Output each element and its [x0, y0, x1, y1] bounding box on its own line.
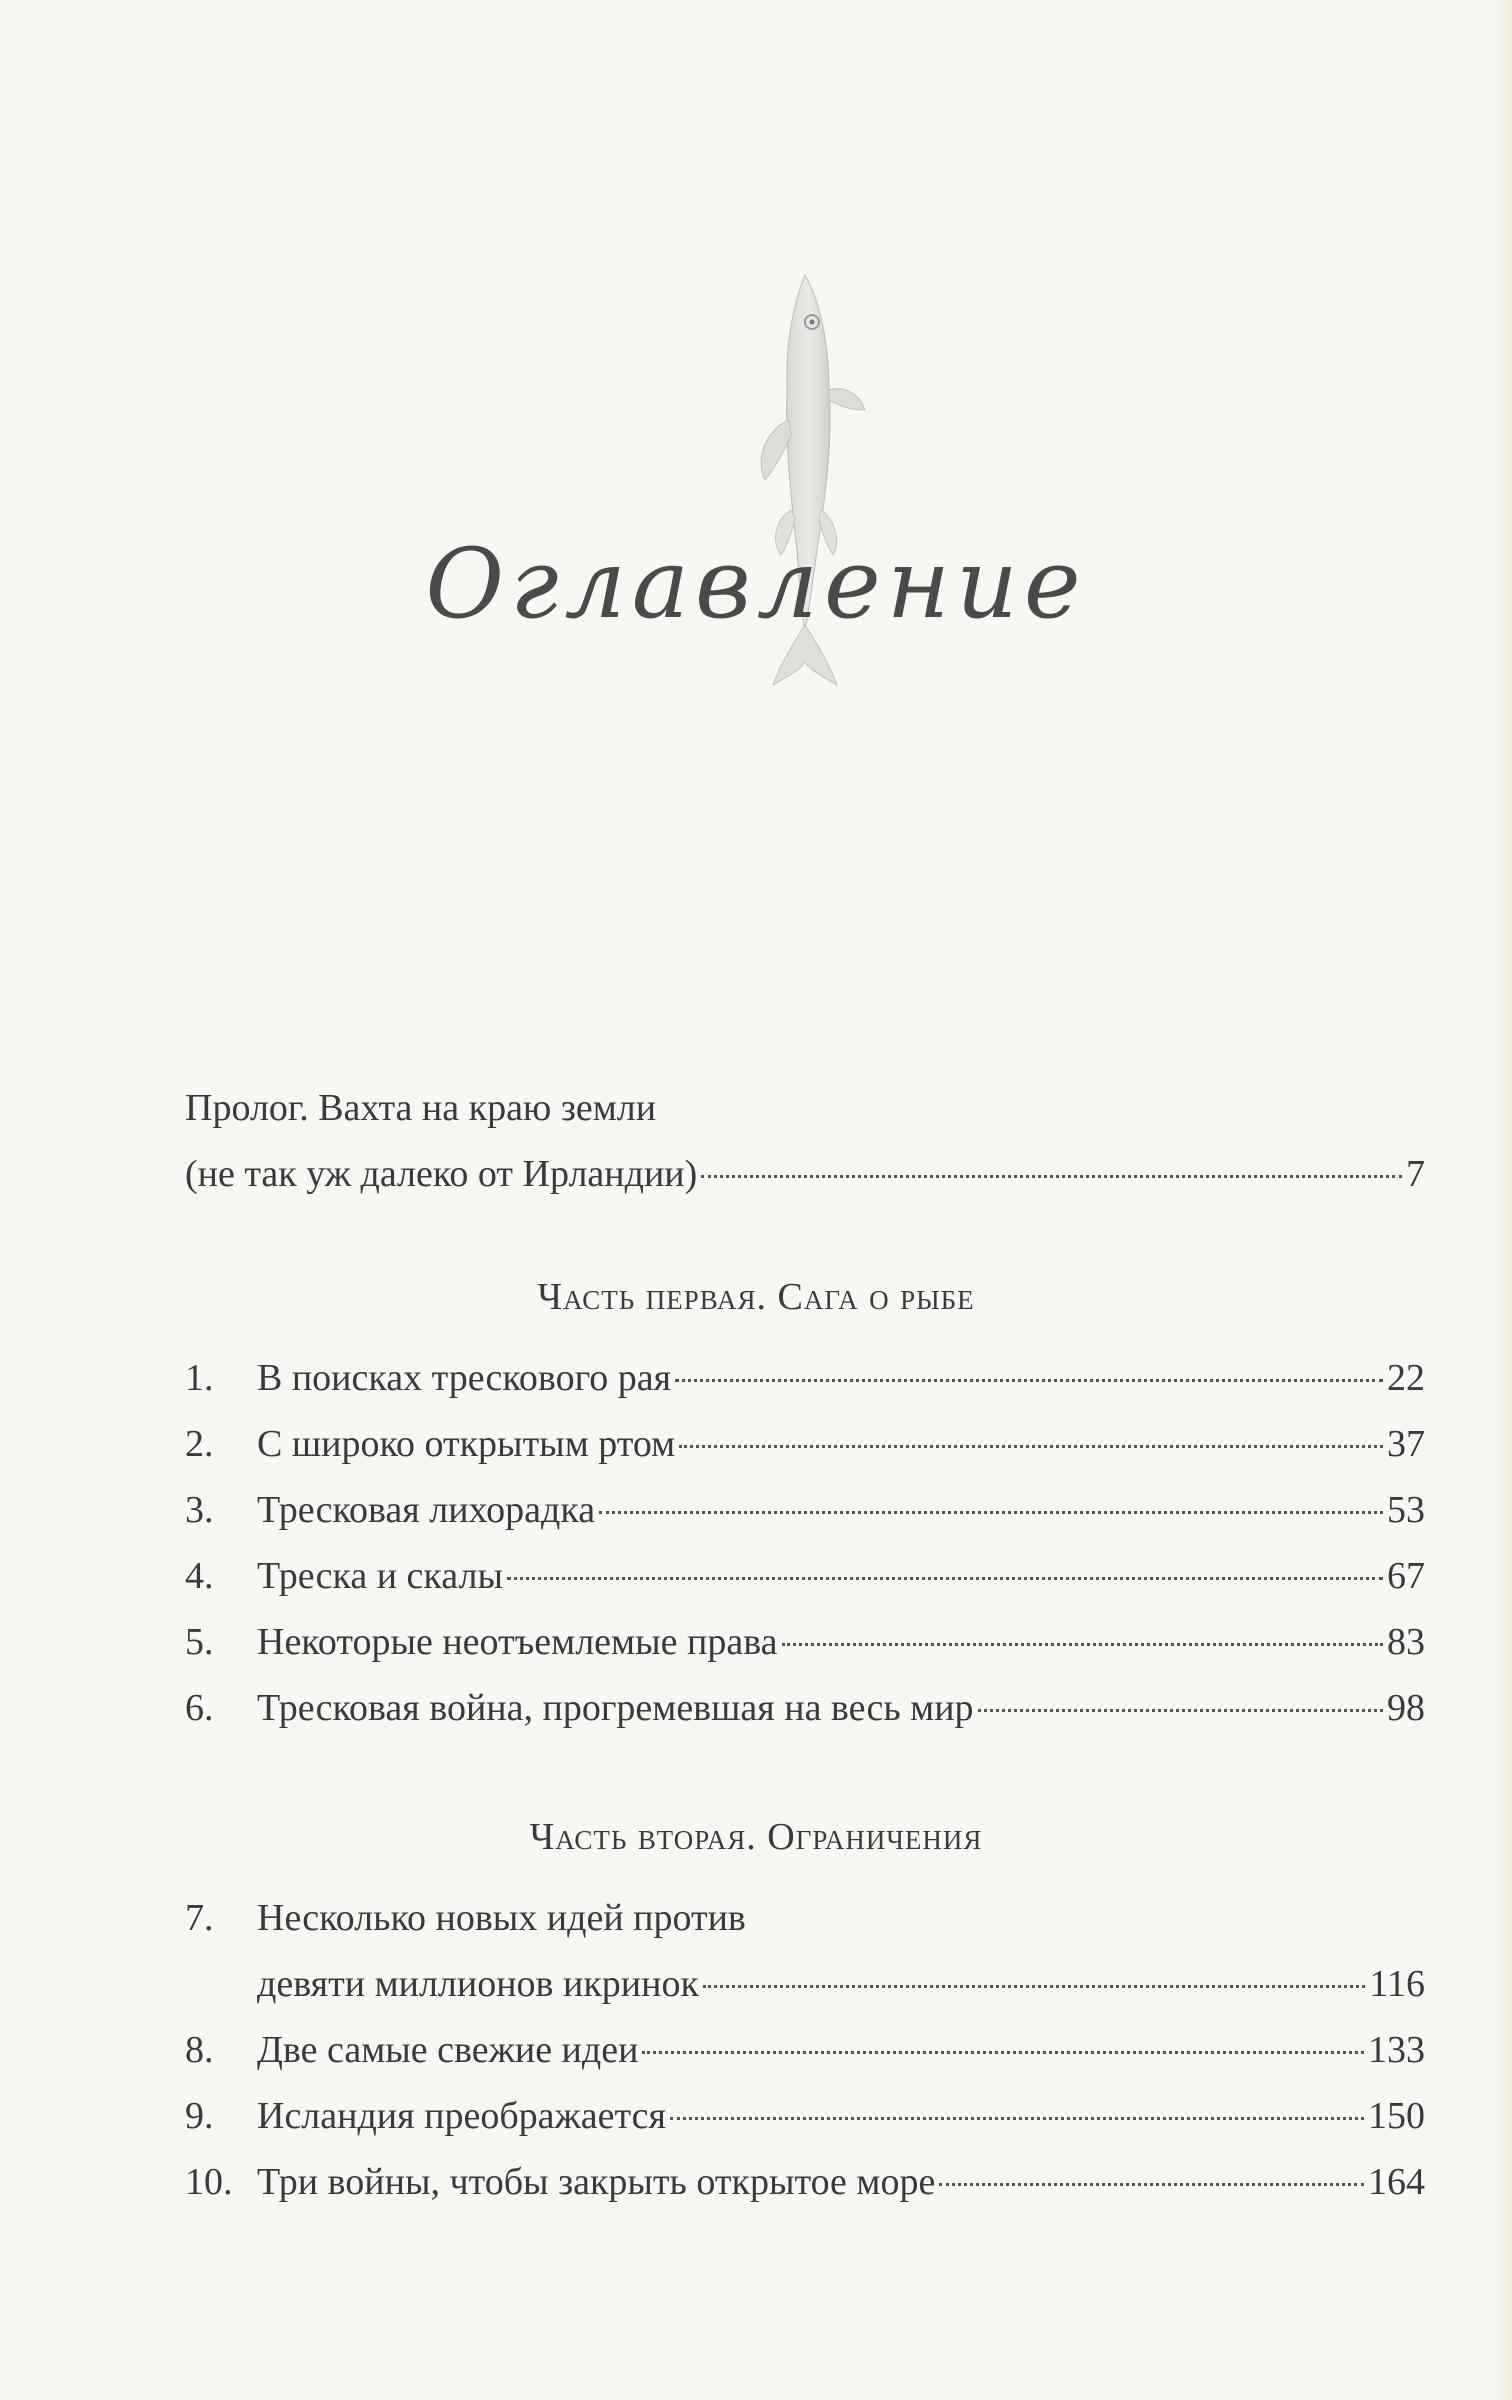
chapter-page-number: 67 [1387, 1555, 1425, 1597]
leader-dots [599, 1511, 1383, 1514]
prologue-title-line2: (не так уж далеко от Ирландии) [185, 1153, 698, 1195]
part-two-chapter-list [185, 1885, 1425, 2215]
leader-dots [670, 2117, 1364, 2120]
leader-dots [978, 1709, 1383, 1712]
prologue-title-line2-row [185, 1141, 1425, 1207]
toc-entry[interactable] [185, 2149, 1425, 2215]
chapter-number: 7. [185, 1897, 214, 1939]
toc-entry[interactable] [185, 2083, 1425, 2149]
chapter-title: Несколько новых идей против [257, 1897, 746, 1939]
leader-dots [642, 2051, 1364, 2054]
toc-entry[interactable] [185, 1675, 1425, 1741]
chapter-page-number: 98 [1387, 1687, 1425, 1729]
part-one-chapter-list [185, 1345, 1425, 1741]
chapter-number: 9. [185, 2095, 214, 2137]
leader-dots [782, 1643, 1384, 1646]
chapter-title: Исландия преображается [257, 2095, 666, 2137]
chapter-title-continued: девяти миллионов икринок [257, 1963, 699, 2005]
page-title: Оглавление [425, 528, 1087, 640]
chapter-number: 1. [185, 1357, 214, 1399]
chapter-title: Две самые свежие идеи [257, 2029, 639, 2071]
page-edge-shade [1494, 0, 1512, 2400]
chapter-number: 5. [185, 1621, 214, 1663]
chapter-page-number: 164 [1368, 2161, 1425, 2203]
toc-entry-line1 [185, 1885, 1425, 1951]
leader-dots [675, 1379, 1383, 1382]
chapter-number: 8. [185, 2029, 214, 2071]
chapter-title: Некоторые неотъемлемые права [257, 1621, 778, 1663]
part-two-heading: Часть вторая. Ограничения [529, 1816, 983, 1858]
prologue-page-number: 7 [1406, 1153, 1425, 1195]
chapter-number: 4. [185, 1555, 214, 1597]
chapter-page-number: 53 [1387, 1489, 1425, 1531]
toc-entry[interactable] [185, 2017, 1425, 2083]
toc-entry-line2 [185, 1951, 1425, 2017]
toc-entry[interactable] [185, 1477, 1425, 1543]
leader-dots [703, 1985, 1365, 1988]
toc-entry[interactable] [185, 1543, 1425, 1609]
prologue-title-line1: Пролог. Вахта на краю земли [185, 1087, 657, 1129]
leader-dots [701, 1175, 1402, 1178]
chapter-number: 10. [185, 2161, 233, 2203]
chapter-title: Тресковая лихорадка [257, 1489, 596, 1531]
prologue-entry[interactable] [185, 1075, 1425, 1207]
chapter-page-number: 22 [1387, 1357, 1425, 1399]
chapter-page-number: 83 [1387, 1621, 1425, 1663]
chapter-title: Треска и скалы [257, 1555, 503, 1597]
chapter-title: Тресковая война, прогремевшая на весь мир [257, 1687, 974, 1729]
chapter-number: 2. [185, 1423, 214, 1465]
leader-dots [679, 1445, 1383, 1448]
toc-entry[interactable] [185, 1885, 1425, 2017]
leader-dots [939, 2183, 1364, 2186]
chapter-page-number: 37 [1387, 1423, 1425, 1465]
toc-entry[interactable] [185, 1411, 1425, 1477]
chapter-page-number: 150 [1368, 2095, 1425, 2137]
chapter-title: С широко открытым ртом [257, 1423, 676, 1465]
part-one-heading: Часть первая. Сага о рыбе [537, 1276, 975, 1318]
toc-entry[interactable] [185, 1609, 1425, 1675]
chapter-number: 6. [185, 1687, 214, 1729]
chapter-number: 3. [185, 1489, 214, 1531]
chapter-page-number: 116 [1369, 1963, 1425, 2005]
chapter-title: В поисках трескового рая [257, 1357, 672, 1399]
leader-dots [507, 1577, 1383, 1580]
chapter-page-number: 133 [1368, 2029, 1425, 2071]
chapter-title: Три войны, чтобы закрыть открытое море [257, 2161, 936, 2203]
toc-entry[interactable] [185, 1345, 1425, 1411]
